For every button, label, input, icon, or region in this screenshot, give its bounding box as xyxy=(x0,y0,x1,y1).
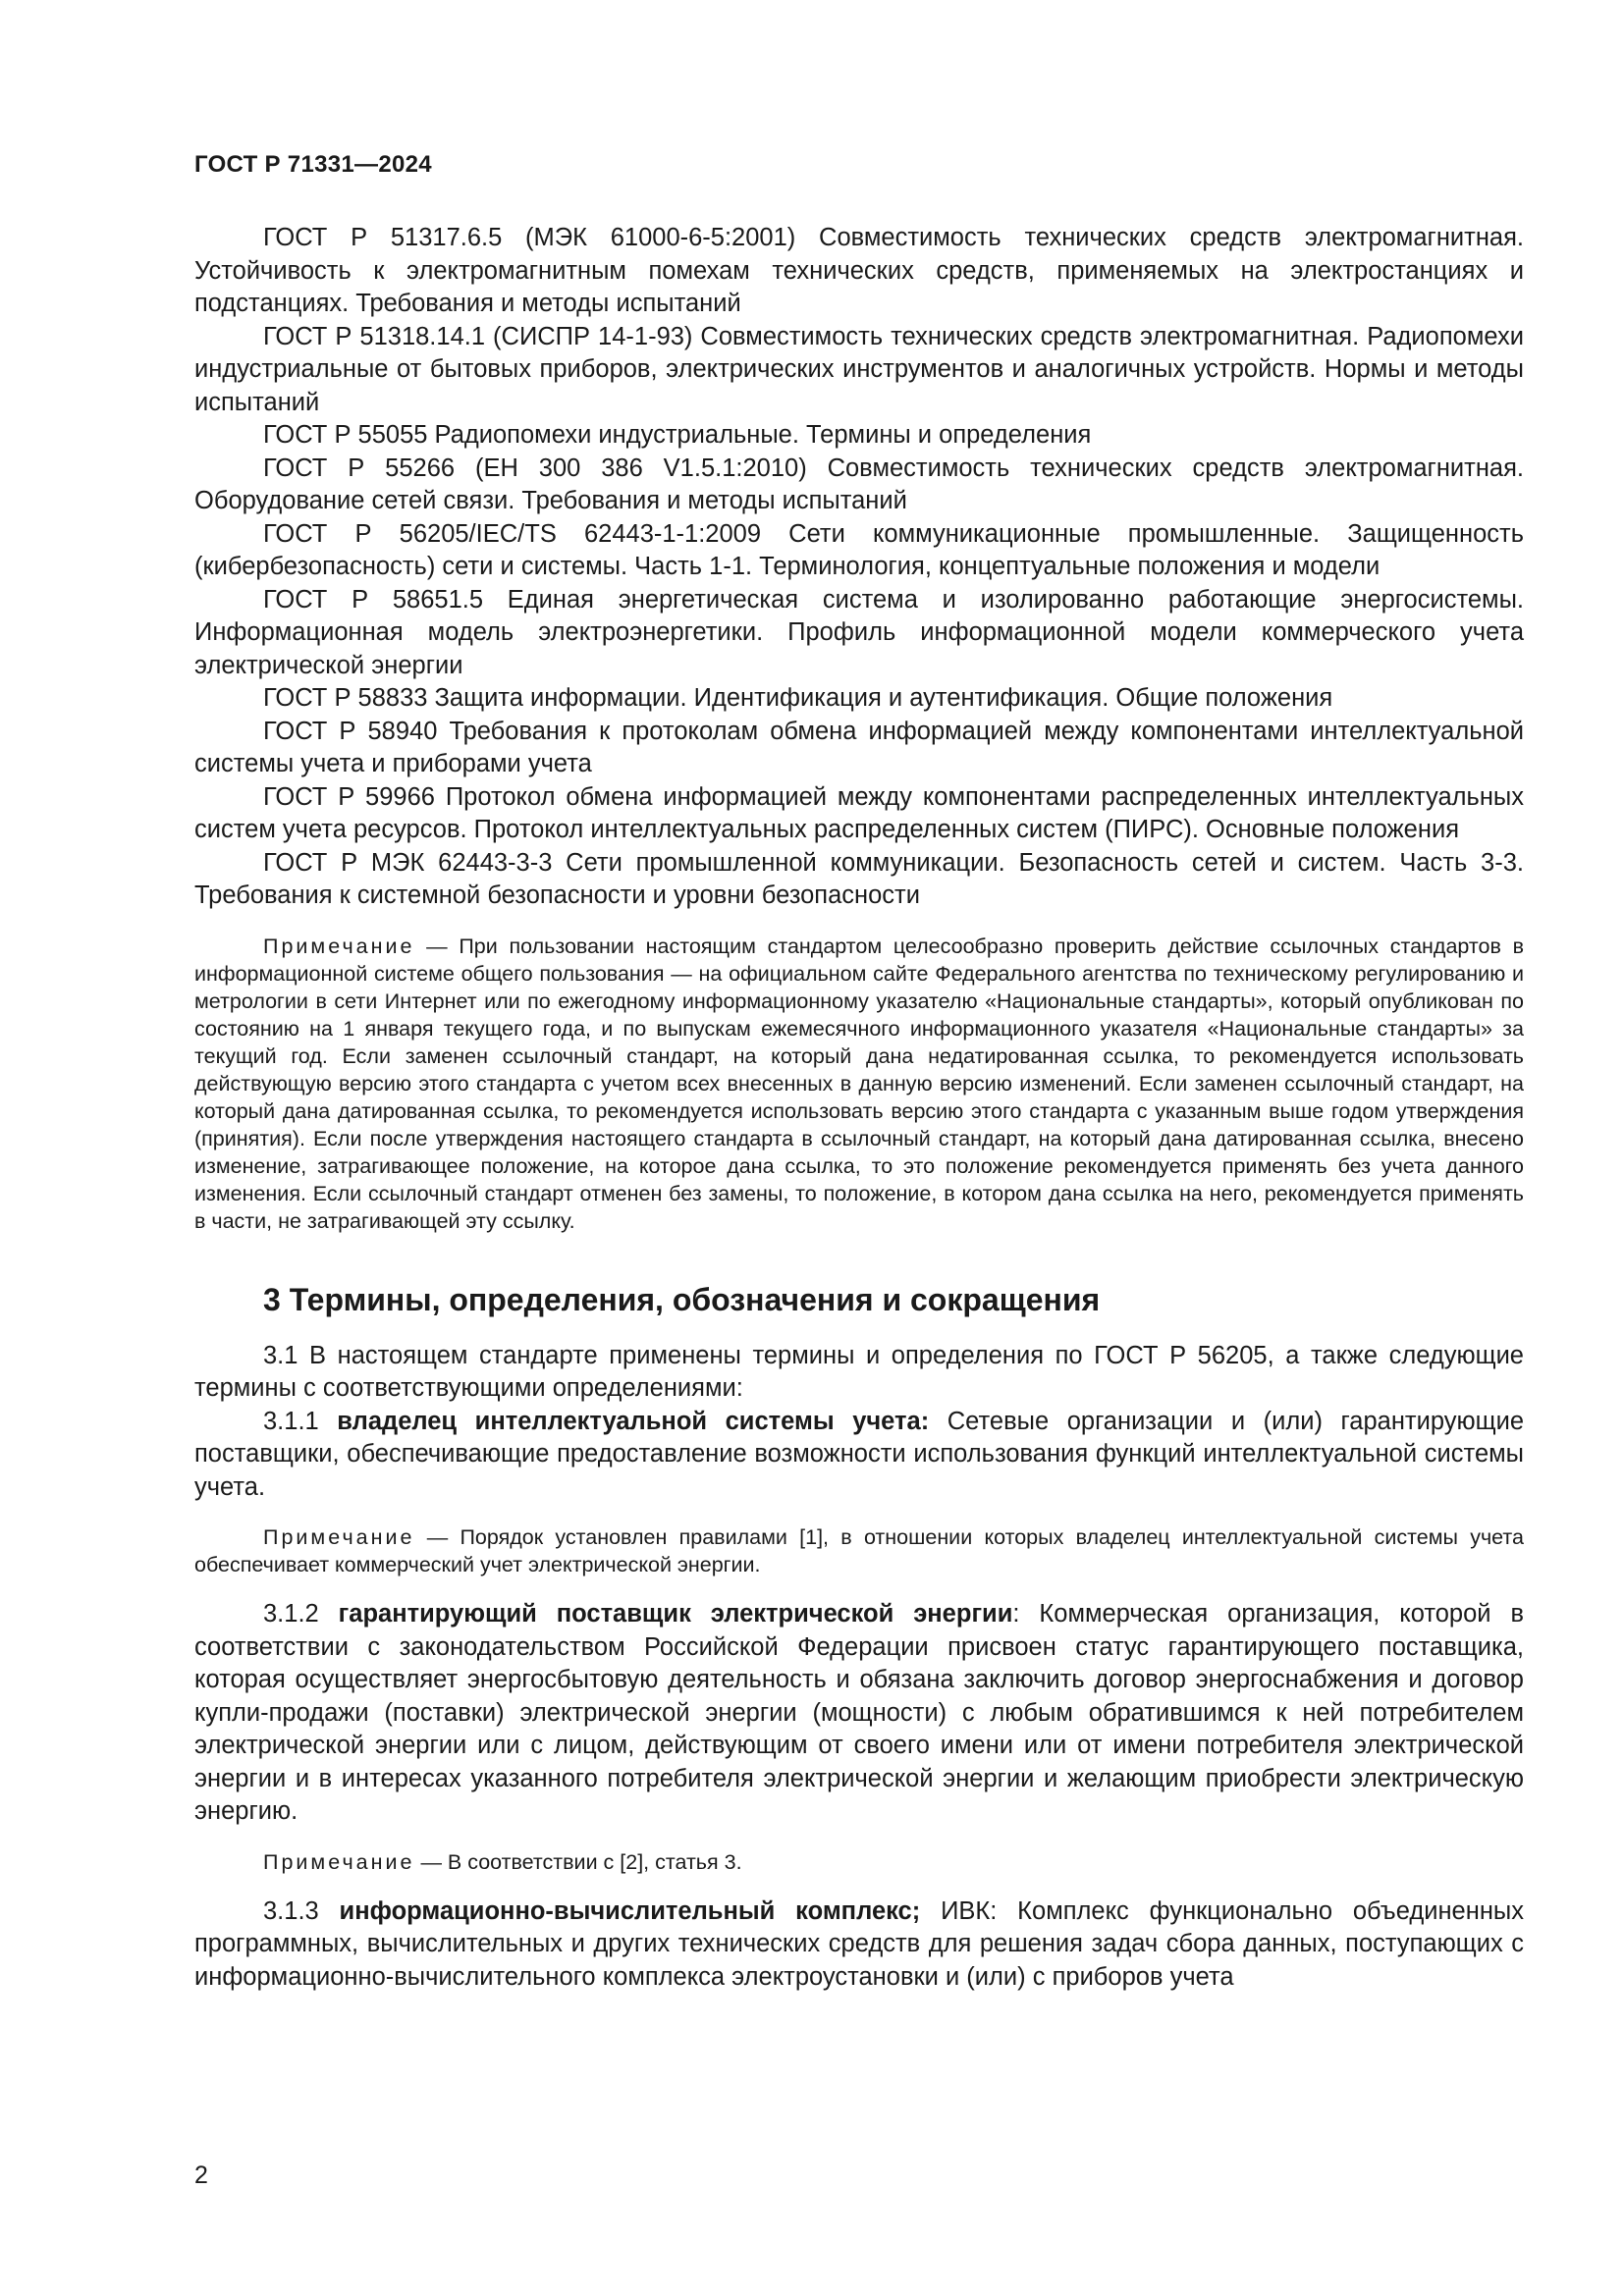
reference-item: ГОСТ Р 51318.14.1 (СИСПР 14-1-93) Совместимость технических средств электромагнитная. Радиопомехи индустриальные от бытовых приборов, электрических инструментов и аналогичных устройств. Нормы и методы испытаний xyxy=(194,322,1524,416)
reference-item: ГОСТ Р МЭК 62443-3-3 Сети промышленной коммуникации. Безопасность сетей и систем. Часть 3-3. Требования к системной безопасности и уровни безопасности xyxy=(194,848,1524,909)
note-label: Примечание xyxy=(263,934,415,958)
reference-item: ГОСТ Р 55055 Радиопомехи индустриальные. Термины и определения xyxy=(263,421,1092,449)
reference-item: ГОСТ Р 58940 Требования к протоколам обмена информацией между компонентами интеллектуальной системы учета и приборами учета xyxy=(194,717,1524,777)
term-3-1-1 xyxy=(194,1406,1524,1505)
term-number: 3.1.2 xyxy=(263,1600,319,1628)
document-body xyxy=(194,222,1524,1994)
term-3-1-3 xyxy=(194,1896,1524,1995)
note-label: Примечание xyxy=(263,1849,415,1874)
reference-item: ГОСТ Р 55266 (ЕН 300 386 V1.5.1:2010) Совместимость технических средств электромагнитная. Оборудование сетей связи. Требования и методы испытаний xyxy=(194,454,1524,514)
term-name: гарантирующий поставщик электрической энергии xyxy=(338,1600,1013,1628)
section-3-heading: 3 Термины, определения, обозначения и сокращения xyxy=(263,1281,1101,1317)
page-number: 2 xyxy=(194,2162,208,2189)
note-text: — Порядок установлен правилами [1], в отношении которых владелец интеллектуальной системы учета обеспечивает коммерческий учет электрической энергии. xyxy=(194,1525,1524,1576)
document-header: ГОСТ Р 71331—2024 xyxy=(194,151,432,178)
note-label: Примечание xyxy=(263,1525,415,1549)
reference-item: ГОСТ Р 59966 Протокол обмена информацией между компонентами распределенных интеллектуальных систем учета ресурсов. Протокол интеллектуальных распределенных систем (ПИРС). Основные положения xyxy=(194,782,1524,843)
term-number: 3.1.3 xyxy=(263,1896,319,1925)
note-text: — В соответствии с [2], статья 3. xyxy=(420,1849,742,1874)
reference-item: ГОСТ Р 51317.6.5 (МЭК 61000-6-5:2001) Совместимость технических средств электромагнитная. Устойчивость к электромагнитным помехам технических средств, применяемых на электростанциях и подстанциях. Требования и методы испытаний xyxy=(194,224,1524,317)
note-text: — При пользовании настоящим стандартом целесообразно проверить действие ссылочных стандартов в информационной системе общего пользования — на официальном сайте Федерального агентства по техническому регулированию и метрологии в сети Интернет или по ежегодному информационному указателю «Национальные стандарты», который опубликован по состоянию на 1 января текущего года, и по выпускам ежемесячного информационного указателя «Национальные стандарты» за текущий год. Если заменен ссылочный стандарт, на который дана недатированная ссылка, то рекомендуется использовать действующую версию этого стандарта с учетом всех внесенных в данную версию изменений. Если заменен ссылочный стандарт, на который дана датированная ссылка, то рекомендуется использовать версию этого стандарта с указанным выше годом утверждения (принятия). Если после утверждения настоящего стандарта в ссылочный стандарт, на который дана датированная ссылка, внесено изменение, затрагивающее положение, на которое дана ссылка, то это положение рекомендуется применять без учета данного изменения. Если ссылочный стандарт отменен без замены, то положение, в котором дана ссылка на него, рекомендуется применять в части, не затрагивающей эту ссылку. xyxy=(194,934,1524,1233)
references-note xyxy=(194,933,1524,1235)
term-definition: Сетевые организации и (или) гарантирующие поставщики, обеспечивающие предоставление возможности использования функций интеллектуальной системы учета. xyxy=(194,1407,1524,1501)
term-definition: ИВК: Комплекс функционально объединенных программных, вычислительных и других технических средств для решения задач сбора данных, поступающих с информационно-вычислительного комплекса электроустановки и (или) с приборов учета xyxy=(194,1896,1524,1991)
reference-item: ГОСТ Р 56205/IEC/TS 62443-1-1:2009 Сети коммуникационные промышленные. Защищенность (кибербезопасность) сети и системы. Часть 1-1. Терминология, концептуальные положения и модели xyxy=(194,519,1524,580)
term-name: информационно-вычислительный комплекс; xyxy=(339,1896,921,1925)
term-3-1-1-note xyxy=(194,1523,1524,1578)
term-3-1-2 xyxy=(194,1598,1524,1829)
clause-3-1: 3.1 В настоящем стандарте применены термины и определения по ГОСТ Р 56205, а также следующие термины с соответствующими определениями: xyxy=(194,1341,1524,1402)
term-definition: : Коммерческая организация, которой в соответствии с законодательством Российской Федерации присвоен статус гарантирующего поставщика, которая осуществляет энергосбытовую деятельность и обязана заключить договор энергоснабжения и договор купли-продажи (поставки) электрической энергии (мощности) с любым обратившимся к ней потребителем электрической энергии или с лицом, действующим от своего имени или от имени потребителя электрической энергии и в интересах указанного потребителя электрической энергии и желающим приобрести электрическую энергию. xyxy=(194,1600,1524,1825)
term-3-1-2-note xyxy=(194,1848,1524,1876)
reference-item: ГОСТ Р 58833 Защита информации. Идентификация и аутентификация. Общие положения xyxy=(263,684,1333,712)
term-name: владелец интеллектуальной системы учета: xyxy=(337,1407,930,1435)
reference-item: ГОСТ Р 58651.5 Единая энергетическая система и изолированно работающие энергосистемы. Информационная модель электроэнергетики. Профиль информационной модели коммерческого учета электрической энергии xyxy=(194,585,1524,679)
term-number: 3.1.1 xyxy=(263,1407,319,1435)
